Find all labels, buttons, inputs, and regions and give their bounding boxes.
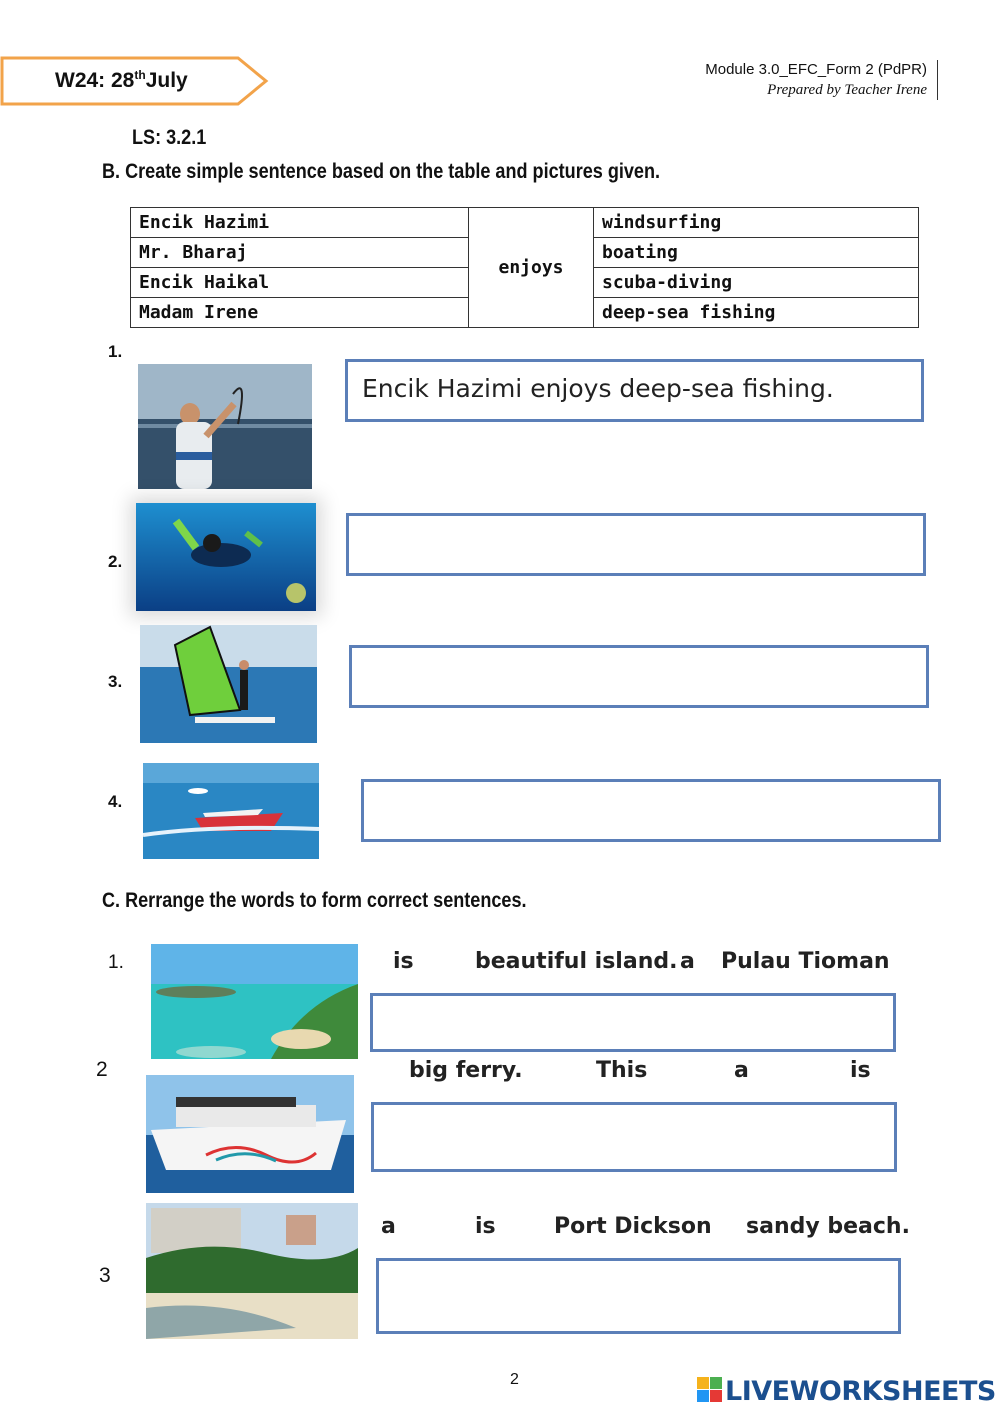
item-number: 1. — [108, 952, 124, 973]
activity-cell: windsurfing — [594, 208, 919, 238]
answer-box-b3[interactable] — [349, 645, 929, 708]
scramble-word: a — [680, 949, 695, 974]
name-cell: Madam Irene — [131, 298, 469, 328]
name-cell: Encik Hazimi — [131, 208, 469, 238]
scramble-word: a — [734, 1058, 749, 1083]
scramble-word: sandy beach. — [746, 1214, 910, 1239]
table-row — [131, 208, 919, 238]
scramble-word: is — [393, 949, 414, 974]
item-number: 1. — [108, 342, 123, 361]
beach-photo — [146, 1203, 358, 1339]
scramble-word: is — [475, 1214, 496, 1239]
answer-box-c2[interactable] — [371, 1102, 897, 1172]
item-number: 3 — [99, 1264, 111, 1287]
answer-box-b2[interactable] — [346, 513, 926, 576]
activity-cell: boating — [594, 238, 919, 268]
substitution-table — [130, 207, 919, 328]
name-cell: Encik Haikal — [131, 268, 469, 298]
section-b-title: B. Create simple sentence based on the table and pictures given. — [102, 160, 661, 183]
learning-standard: LS: 3.2.1 — [132, 126, 207, 149]
item-number: 3. — [108, 672, 123, 691]
ferry-photo — [146, 1075, 354, 1193]
island-image — [151, 944, 358, 1059]
section-c-title: C. Rerrange the words to form correct sentences. — [102, 889, 527, 912]
scuba-image — [136, 503, 316, 611]
brand-text: LIVEWORKSHEETS — [725, 1376, 996, 1407]
answer-text: Encik Hazimi enjoys deep-sea fishing. — [362, 374, 834, 403]
page-number: 2 — [510, 1371, 519, 1388]
beach-image — [146, 1203, 358, 1339]
liveworksheets-brand[interactable] — [697, 1376, 996, 1407]
windsurfing-image — [140, 625, 317, 743]
scramble-word: Pulau Tioman — [721, 949, 890, 974]
module-header — [705, 60, 938, 100]
module-label: Module 3.0_EFC_Form 2 (PdPR) — [705, 61, 927, 78]
scramble-word: Port Dickson — [554, 1214, 712, 1239]
answer-box-b1[interactable] — [345, 359, 924, 422]
item-number: 2. — [108, 552, 123, 571]
activity-cell: scuba-diving — [594, 268, 919, 298]
scuba-photo — [136, 503, 316, 611]
answer-box-b4[interactable] — [361, 779, 941, 842]
scramble-word: beautiful island. — [475, 949, 678, 974]
ferry-image — [146, 1075, 354, 1193]
scramble-word: This — [596, 1058, 648, 1083]
activity-cell: deep-sea fishing — [594, 298, 919, 328]
windsurfing-photo — [140, 625, 317, 743]
answer-box-c3[interactable] — [376, 1258, 901, 1334]
scramble-word: big ferry. — [409, 1058, 523, 1083]
verb-cell: enjoys — [469, 208, 594, 328]
week-tag — [0, 56, 270, 106]
island-photo — [151, 944, 358, 1059]
name-cell: Mr. Bharaj — [131, 238, 469, 268]
week-label: W24: 28thJuly — [55, 68, 188, 92]
speedboat-image — [143, 763, 319, 859]
prepared-by: Prepared by Teacher Irene — [767, 82, 927, 98]
item-number: 2 — [96, 1058, 108, 1081]
scramble-word: a — [381, 1214, 396, 1239]
answer-box-c1[interactable] — [370, 993, 896, 1052]
boat-photo — [143, 763, 319, 859]
scramble-word: is — [850, 1058, 871, 1083]
fishing-photo — [138, 364, 312, 489]
liveworksheets-logo-icon — [697, 1377, 723, 1403]
fishing-image — [138, 364, 312, 489]
item-number: 4. — [108, 792, 123, 811]
